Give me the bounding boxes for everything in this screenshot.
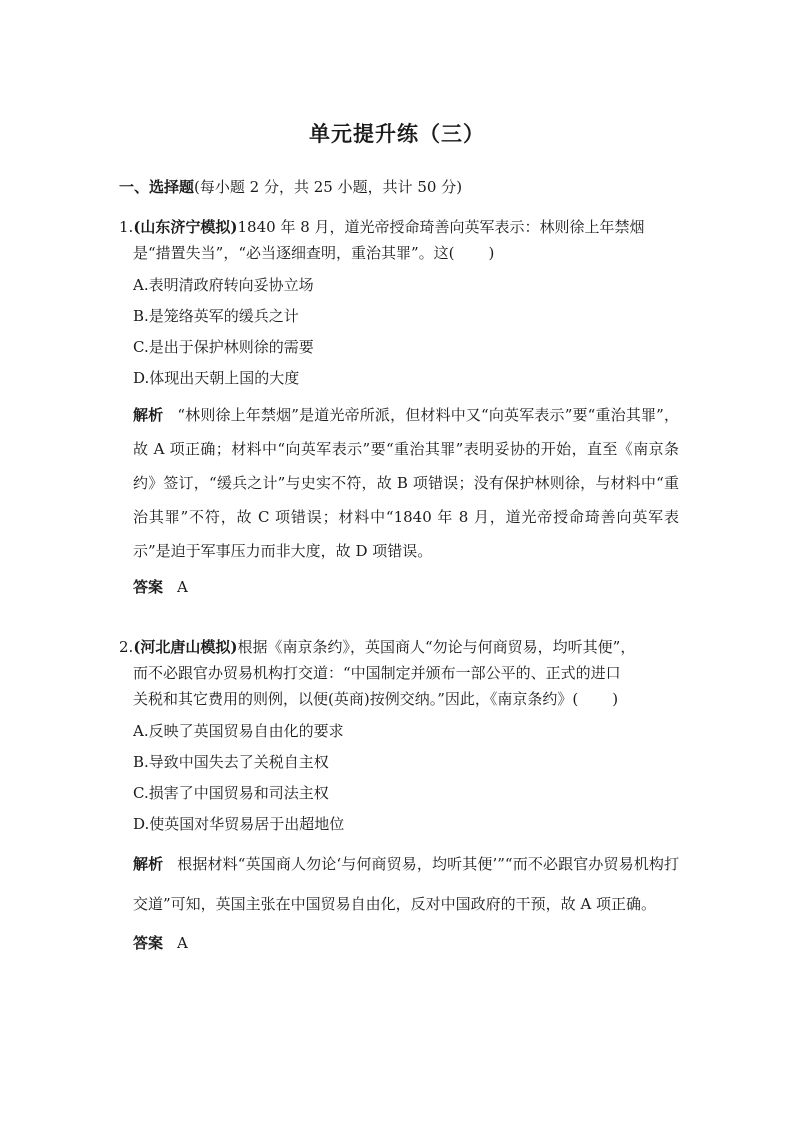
page-title: 单元提升练（三） (309, 122, 485, 146)
question-source: (山东济宁模拟) (133, 218, 238, 236)
stem-line-3: 关税和其它费用的则例，以便(英商)按例交纳。”因此，《南京条约》( (133, 690, 579, 708)
question-1 (119, 214, 679, 600)
stem-line-1: 1840 年 8 月，道光帝授命琦善向英军表示：林则徐上年禁烟 (237, 218, 645, 236)
analysis-label: 解析 (133, 406, 164, 424)
section-lead: 一、选择题 (119, 178, 195, 196)
section-note: (每小题 2 分，共 25 小题，共计 50 分) (194, 178, 463, 196)
answer (119, 930, 679, 956)
analysis-text: “林则徐上年禁烟”是道光帝所派，但材料中又“向英军表示”要“重治其罪”，故 A 项正确；材料中“向英军表示”要“重治其罪”表明妥协的开始，直至《南京条约》签订，“缓兵之计”与史实不符，故 B 项错误；没有保护林则徐，与材料中“重治其罪”不符，故 C 项错误；材料中“1840 年 8 月，道光帝授命琦善向英军表示”是迫于军事压力而非大度，故 D 项错误。 (133, 406, 679, 560)
stem-close: ) (488, 244, 495, 262)
analysis (119, 398, 679, 568)
answer (119, 574, 679, 600)
stem-line-1: 根据《南京条约》，英国商人“勿论与何商贸易，均听其便”， (237, 638, 636, 656)
option-b: B.导致中国失去了关税自主权 (133, 753, 329, 771)
option-d: D.体现出天朝上国的大度 (133, 369, 300, 387)
answer-label: 答案 (133, 578, 164, 596)
options-list (119, 270, 679, 394)
options-list (119, 716, 679, 840)
answer-value: A (177, 934, 188, 952)
stem-line-2: 是“措置失当”，“必当逐细查明，重治其罪”。这( (133, 244, 455, 262)
stem-line-2: 而不必跟官办贸易机构打交道：“中国制定并颁布一部公平的、正式的进口 (133, 664, 621, 682)
analysis (119, 844, 679, 924)
analysis-text: 根据材料“英国商人勿论‘与何商贸易，均听其便’”“而不必跟官办贸易机构打交道”可知，英国主张在中国贸易自由化，反对中国政府的干预，故 A 项正确。 (133, 855, 679, 913)
option-a: A.表明清政府转向妥协立场 (133, 276, 314, 294)
question-source: (河北唐山模拟) (133, 638, 238, 656)
answer-value: A (177, 578, 188, 596)
question-number: 2. (119, 638, 134, 656)
question-stem (119, 634, 679, 712)
question-2 (119, 634, 679, 956)
option-c: C.是出于保护林则徐的需要 (133, 338, 314, 356)
option-a: A.反映了英国贸易自由化的要求 (133, 722, 344, 740)
analysis-label: 解析 (133, 855, 164, 873)
section-heading (119, 176, 462, 197)
question-stem (119, 214, 679, 266)
option-b: B.是笼络英军的缓兵之计 (133, 307, 299, 325)
stem-close: ) (612, 690, 619, 708)
option-c: C.损害了中国贸易和司法主权 (133, 784, 329, 802)
answer-label: 答案 (133, 934, 164, 952)
question-number: 1. (119, 218, 134, 236)
option-d: D.使英国对华贸易居于出超地位 (133, 815, 345, 833)
